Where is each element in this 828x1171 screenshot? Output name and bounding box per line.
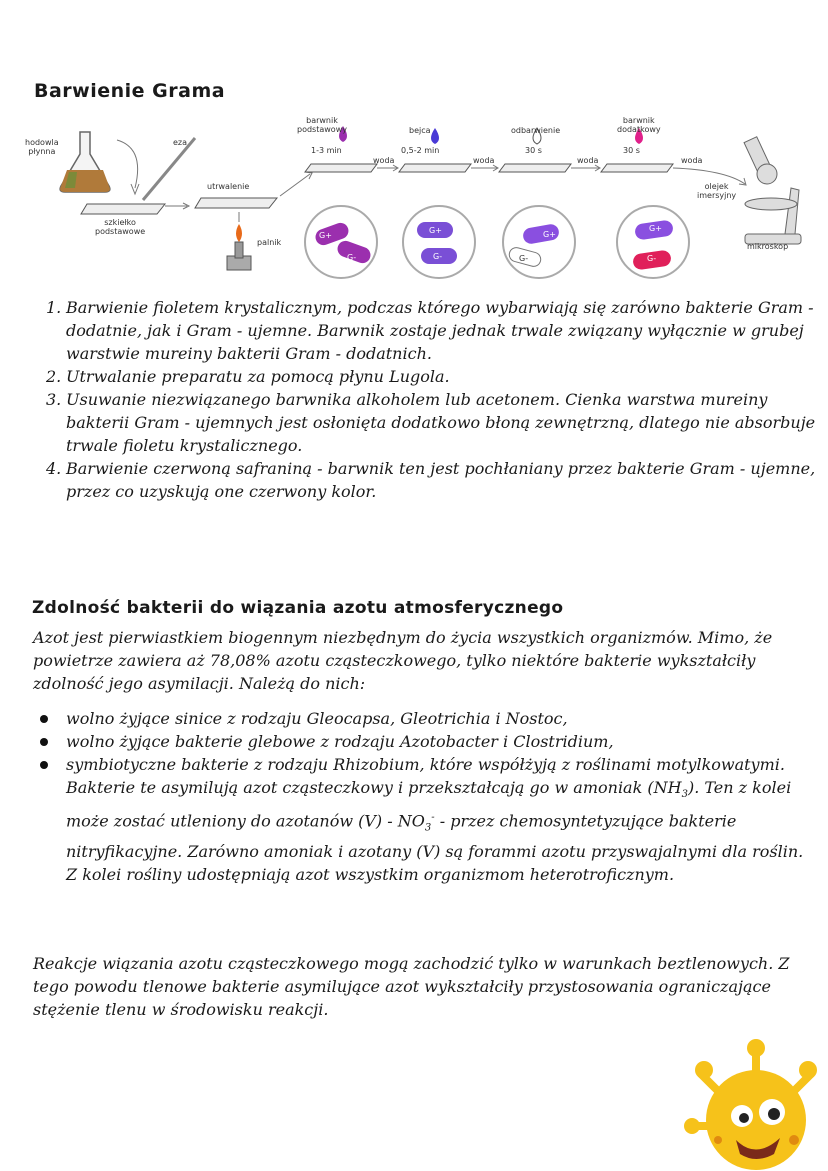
label-g-minus-3: G-: [519, 254, 529, 263]
list-item: wolno żyjące bakterie glebowe z rodzaju Azotobacter i Clostridium,: [34, 730, 804, 753]
label-woda-4: woda: [681, 156, 703, 165]
label-step2-name: bejca: [409, 126, 431, 135]
label-palnik: palnik: [257, 238, 282, 247]
label-hodowla: hodowla płynna: [25, 138, 59, 156]
label-g-plus-3: G+: [543, 230, 556, 239]
intro-paragraph: Azot jest pierwiastkiem biogennym niezbędnym do życia wszystkich organizmów. Mimo, że powietrze zawiera aż 78,08% azotu cząsteczkowego, tylko niektóre bakterie wykształciły zdolność jego asymilacji. Należą do nich:: [33, 628, 773, 693]
label-eza: eza: [173, 138, 188, 147]
list-item: 4. Barwienie czerwoną safraniną - barwnik ten jest pochłaniany przez bakterie Gram - ujemne, przez co uzyskują one czerwony kolor.: [46, 459, 816, 501]
label-woda-3: woda: [577, 156, 599, 165]
label-g-plus-1: G+: [319, 231, 332, 240]
section-title: Zdolność bakterii do wiązania azotu atmosferycznego: [32, 598, 564, 618]
label-step1-name: barwnik podstawowy: [297, 116, 347, 134]
label-woda-2: woda: [473, 156, 495, 165]
bacteria-circles: [305, 206, 689, 278]
label-utrwalenie: utrwalenie: [207, 182, 250, 191]
list-item: wolno żyjące sinice z rodzaju Gleocapsa, Gleotrichia i Nostoc,: [34, 707, 804, 730]
page-title: Barwienie Grama: [34, 80, 226, 102]
label-g-minus-2: G-: [433, 252, 443, 261]
microscope-icon: [744, 137, 801, 244]
label-step1-time: 1-3 min: [311, 146, 342, 155]
label-g-plus-4: G+: [649, 224, 662, 233]
label-szkielko: szkiełko podstawowe: [95, 218, 146, 236]
label-step2-time: 0,5-2 min: [401, 146, 440, 155]
list-item: 1. Barwienie fioletem krystalicznym, podczas którego wybarwiają się zarówno bakterie Gram - dodatnie, jak i Gram - ujemne. Barwnik zostaje jednak trwale związany wyłącznie w grubej warstwie mureiny bakterii Gram - dodatnich.: [46, 298, 814, 363]
flask-icon: [60, 132, 110, 192]
label-g-minus-1: G-: [347, 253, 357, 262]
label-mikroskop: mikroskop: [747, 242, 789, 251]
label-olejek: olejek imersyjny: [697, 182, 737, 200]
list-item: 2. Utrwalanie preparatu za pomocą płynu Lugola.: [46, 367, 450, 386]
label-step4-name: barwnik dodatkowy: [617, 116, 661, 134]
closing-paragraph: Reakcje wiązania azotu cząsteczkowego mogą zachodzić tylko w warunkach beztlenowych. Z tego powodu tlenowe bakterie asymilujące azot wykształciły przystosowania ograniczające stężenie tlenu w środowisku reakcji.: [33, 954, 790, 1019]
nitrogen-bullets: [34, 707, 804, 886]
label-step3-name: odbarwienie: [511, 126, 561, 135]
label-step3-time: 30 s: [525, 146, 542, 155]
label-woda-1: woda: [373, 156, 395, 165]
label-g-minus-4: G-: [647, 254, 657, 263]
burner-icon: [227, 224, 251, 270]
list-item: 3. Usuwanie niezwiązanego barwnika alkoholem lub acetonem. Cienka warstwa mureiny bakterii Gram - ujemnych jest osłonięta dodatkowo błoną zewnętrzną, dlatego nie absorbuje trwale fioletu krystalicznego.: [46, 390, 816, 455]
label-g-plus-2: G+: [429, 226, 442, 235]
label-step4-time: 30 s: [623, 146, 640, 155]
list-item: symbiotyczne bakterie z rodzaju Rhizobium, które współżyją z roślinami motylkowatymi. Bakterie te asymilują azot cząsteczkowy i przekształcają go w amoniak $(NH_3)$. Ten z kolei może zostać utleniony do azotanów $(V) - NO_3^-$ - przez chemosyntetyzujące bakterie nitryfikacyjne. Zarówno amoniak i azotany (V) są forammi azotu przyswajalnymi dla roślin. Z kolei rośliny udostępniają azot wszystkim organizmom heterotroficznym.: [34, 753, 804, 886]
gram-steps-list: [46, 296, 816, 503]
virus-mascot-icon: [684, 1030, 828, 1171]
gram-stain-diagram: [25, 108, 815, 288]
